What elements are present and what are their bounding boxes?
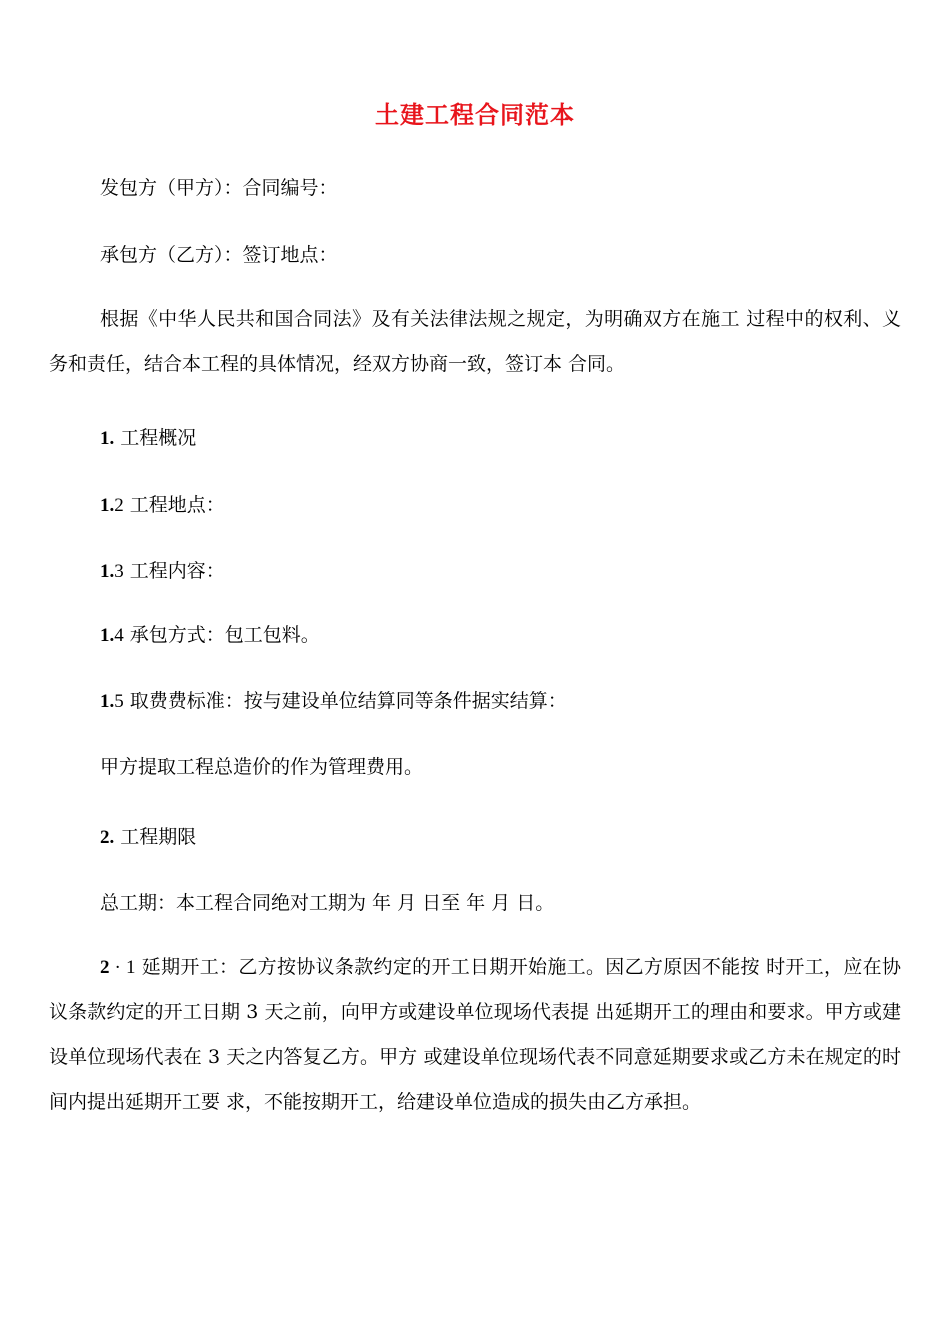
section-2-number: 2.: [100, 827, 115, 848]
clause-number-bold: 1.: [100, 561, 115, 582]
section-1-title: 工程概况: [114, 427, 197, 449]
clause-number-rest: 4: [114, 625, 124, 646]
clause-number-rest: 3: [114, 561, 124, 582]
party-b-line: 承包方（乙方）：签订地点：: [100, 244, 338, 266]
clause-text: 取费费标准：按与建设单位结算同等条件据实结算：: [123, 690, 567, 712]
party-a-line: 发包方（甲方）：合同编号：: [100, 177, 338, 199]
section-1-heading: [100, 423, 196, 454]
clause-2-1-number-rest: · 1: [109, 957, 136, 978]
clause-number-bold: 1.: [100, 625, 115, 646]
total-period-line: 总工期：本工程合同绝对工期为 年 月 日至 年 月 日。: [100, 892, 555, 914]
clause-2-1-paragraph: [49, 945, 901, 1125]
clause-text: 工程内容：: [123, 560, 225, 582]
clause-number-rest: 2: [114, 495, 124, 516]
preamble-paragraph: 根据《中华人民共和国合同法》及有关法律法规之规定，为明确双方在施工 过程中的权利、义务和责任，结合本工程的具体情况，经双方协商一致，签订本 合同。: [49, 308, 901, 375]
clause-1-3: [100, 556, 225, 587]
clause-number-rest: 5: [114, 691, 124, 712]
clause-2-1-number-bold: 2: [100, 957, 110, 978]
clause-2-1-text: 延期开工：乙方按协议条款约定的开工日期开始施工。因乙方原因不能按 时开工，应在协议条款约定的开工日期 3 天之前，向甲方或建设单位现场代表提 出延期开工的理由和要求。甲方或建设单位现场代表在 3 天之内答复乙方。甲方 或建设单位现场代表不同意延期要求或乙方未在规定的时间内提出延期开工要 求，不能按期开工，给建设单位造成的损失由乙方承担。: [49, 956, 901, 1113]
section-1-number: 1.: [100, 428, 115, 449]
clause-text: 工程地点：: [123, 494, 225, 516]
section-2-heading: [100, 822, 196, 853]
clause-number-bold: 1.: [100, 691, 115, 712]
section-2-title: 工程期限: [114, 826, 197, 848]
fee-note: 甲方提取工程总造价的作为管理费用。: [100, 756, 424, 778]
clause-1-2: [100, 490, 225, 521]
clause-number-bold: 1.: [100, 495, 115, 516]
document-title: 土建工程合同范本: [375, 100, 575, 129]
clause-text: 承包方式：包工包料。: [123, 624, 320, 646]
clause-1-5: [100, 686, 567, 717]
clause-1-4: [100, 620, 320, 651]
